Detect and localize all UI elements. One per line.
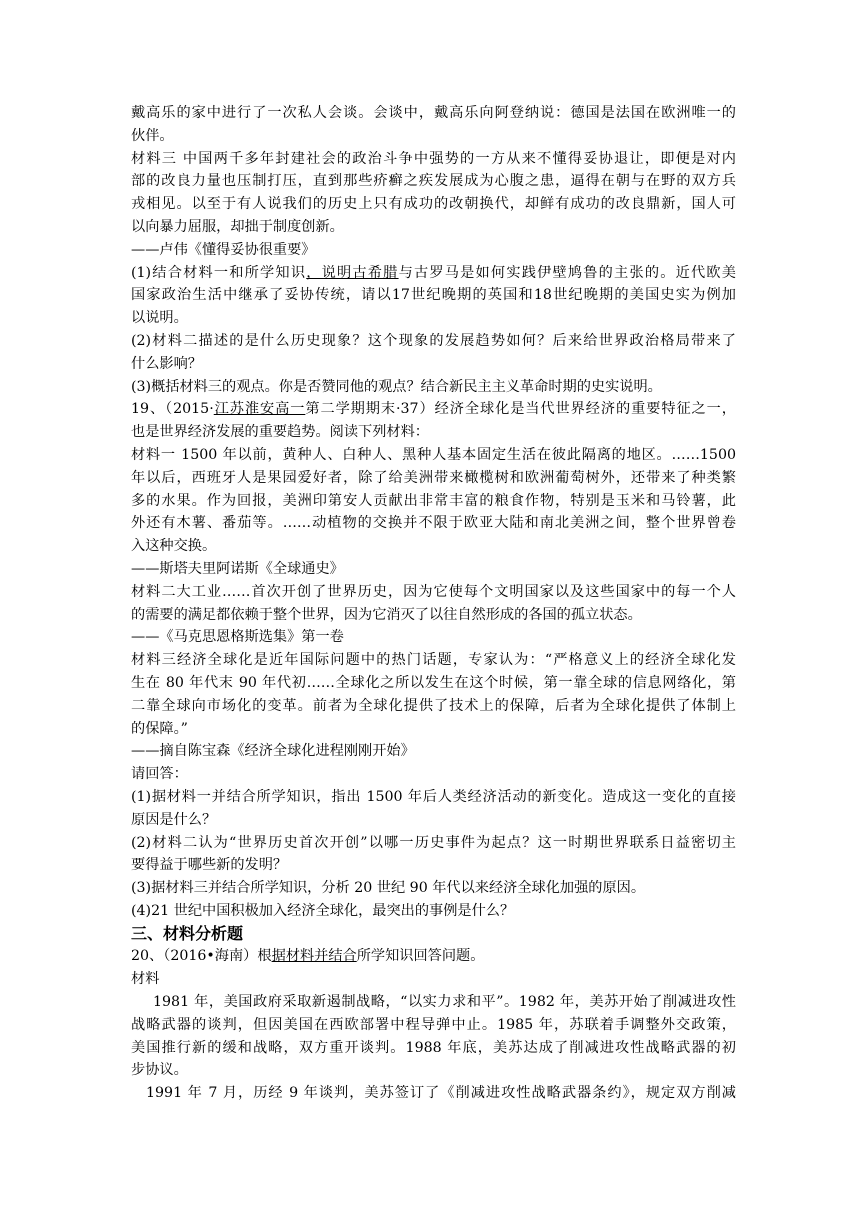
underlined-text: 据材料并结合: [271, 948, 357, 965]
material-label: 材料: [131, 971, 160, 988]
section-heading: 三、材料分析题: [131, 923, 244, 943]
text-line: 以向暴力屈服，却拙于制度创新。: [131, 218, 344, 235]
source-citation: ——摘自陈宝森《经济全球化进程刚刚开始》: [131, 743, 415, 760]
text-line: 战略武器的谈判，但因美国在西欧部署中程导弹中止。1985 年，苏联着手调整外交政策，: [131, 1016, 736, 1033]
question-line: (2)材料二认为“世界历史首次开创”以哪一历史事件为起点？这一时期世界联系日益密切主: [131, 834, 736, 851]
text-line: 的需要的满足都依赖于整个世界，因为它消灭了以往自然形成的各国的孤立状态。: [131, 606, 642, 623]
question-text: 所学知识回答问题。: [356, 948, 485, 965]
text-line: 多的水果。作为回报，美洲印第安人贡献出非常丰富的粮食作物，特别是玉米和马铃薯，此: [131, 492, 736, 509]
question-line: (3)据材料三并结合所学知识，分析 20 世纪 90 年代以来经济全球化加强的原因。: [131, 880, 646, 897]
underlined-text: 江苏淮安高一: [213, 401, 306, 418]
text-line: 也是世界经济发展的重要趋势。阅读下列材料：: [131, 424, 429, 441]
question-text: 第二学期期末·37）经济全球化是当代世界经济的重要特征之一，: [305, 401, 736, 418]
material-paragraph: 材料三 中国两千多年封建社会的政治斗争中强势的一方从来不懂得妥协退让，即便是对内: [131, 150, 736, 167]
text-line: 外还有木薯、番茄等。……动植物的交换并不限于欧亚大陆和南北美洲之间，整个世界曾卷: [131, 515, 736, 532]
question-line: [131, 262, 736, 285]
document-page: [131, 102, 736, 1105]
text-line: 的保障。”: [131, 720, 188, 737]
material-paragraph: 1991 年 7 月，历经 9 年谈判，美苏签订了《削减进攻性战略武器条约》，规定双方削减: [146, 1085, 736, 1102]
text-line: 戴高乐的家中进行了一次私人会谈。会谈中，戴高乐向阿登纳说：德国是法国在欧洲唯一的: [131, 105, 736, 121]
text-line: 步协议。: [131, 1062, 188, 1079]
text-line: 生在 80 年代末 90 年代初……全球化之所以发生在这个时候，第一靠全球的信息网络化，第: [131, 674, 736, 691]
text-line: 二靠全球向市场化的变革。前者为全球化提供了技术上的保障，后者为全球化提供了体制上: [131, 697, 736, 714]
text-line: 伙伴。: [131, 127, 174, 144]
question-line: (3)概括材料三的观点。你是否赞同他的观点？结合新民主主义革命时期的史实说明。: [131, 378, 662, 395]
question-text: 19、（2015·: [131, 401, 214, 418]
text-line: 要得益于哪些新的发明？: [131, 857, 288, 874]
question-line: (4)21 世纪中国积极加入经济全球化，最突出的事例是什么？: [131, 902, 515, 919]
question-text: 20、（2016•海南）根: [131, 948, 272, 965]
question-header: [131, 945, 736, 968]
text-line: 原因是什么？: [131, 811, 217, 828]
source-citation: ——《马克思恩格斯选集》第一卷: [131, 629, 344, 646]
question-line: (2)材料二描述的是什么历史现象？这个现象的发展趋势如何？后来给世界政治格局带来了: [131, 332, 736, 349]
question-line: (1)据材料一并结合所学知识，指出 1500 年后人类经济活动的新变化。造成这一变化的直接: [131, 788, 736, 805]
question-text: 与古罗马是如何实践伊壁鸠鲁的主张的。近代欧美: [398, 264, 736, 281]
text-line: 美国推行新的缓和战略，双方重开谈判。1988 年底，美苏达成了削减进攻性战略武器的初: [131, 1039, 736, 1056]
text-line: 戎相见。以至于有人说我们的历史上只有成功的改朝换代，却鲜有成功的改良鼎新，国人可: [131, 196, 736, 213]
material-paragraph: 材料一 1500 年以前，黄种人、白种人、黑种人基本固定生活在彼此隔离的地区。……1500: [131, 446, 736, 463]
text-line: 入这种交换。: [131, 538, 217, 555]
source-citation: ——斯塔夫里阿诺斯《全球通史》: [131, 560, 344, 577]
text-line: 部的改良力量也压制打压，直到那些疥癣之疾发展成为心腹之患，逼得在朝与在野的双方兵: [131, 173, 736, 190]
material-paragraph: 材料三经济全球化是近年国际问题中的热门话题，专家认为：“严格意义上的经济全球化发: [131, 652, 736, 669]
underlined-text: ，说明古希腊: [306, 264, 399, 281]
prompt-line: 请回答：: [131, 766, 188, 783]
text-line: 以说明。: [131, 310, 188, 327]
source-citation: ——卢伟《懂得妥协很重要》: [131, 241, 316, 258]
text-line: 国家政治生活中继承了妥协传统，请以17世纪晚期的英国和18世纪晚期的美国史实为例加: [131, 287, 736, 304]
material-paragraph: 1981 年，美国政府采取新遏制战略，“以实力求和平”。1982 年，美苏开始了削减进攻性: [153, 994, 736, 1011]
text-line: 什么影响？: [131, 355, 202, 372]
text-line: 年以后，西班牙人是果园爱好者，除了给美洲带来橄榄树和欧洲葡萄树外，还带来了种类繁: [131, 469, 736, 486]
question-text: (1)结合材料一和所学知识: [131, 264, 307, 281]
material-paragraph: 材料二大工业……首次开创了世界历史，因为它使每个文明国家以及这些国家中的每一个人: [131, 583, 736, 600]
question-header: [131, 398, 736, 421]
